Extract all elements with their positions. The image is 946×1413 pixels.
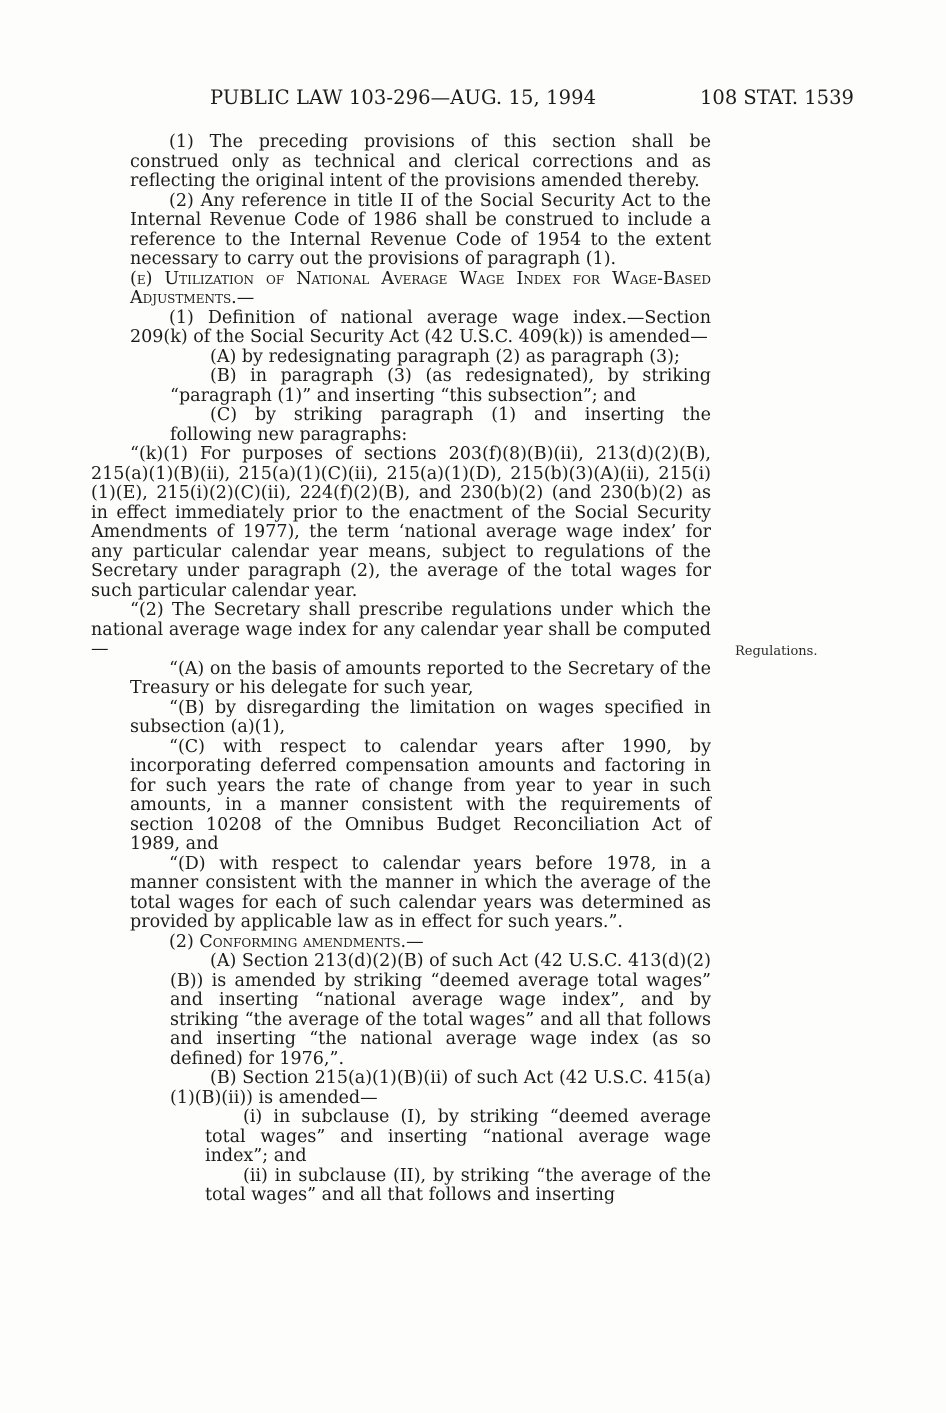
statute-page-number: 108 STAT. 1539 <box>700 86 854 109</box>
paragraph-e1: (1) Definition of national average wage index.—Section 209(k) of the Social Security Act (42 U.S.C. 409(k)) is amended— <box>130 307 711 347</box>
amendment-b: (B) Section 215(a)(1)(B)(ii) of such Act (42 U.S.C. 415(a)(1)(B)(ii)) is amended— <box>170 1068 711 1108</box>
running-title: PUBLIC LAW 103-296—AUG. 15, 1994 <box>210 86 597 109</box>
amendment-a: (A) Section 213(d)(2)(B) of such Act (42 U.S.C. 413(d)(2)(B)) is amended by striking “deemed average total wages” and inserting “national average wage index”, and by striking “the average of the total wages” and all that follows and inserting “the national average wage index (as so defined) for 1976,”. <box>170 951 711 1069</box>
quoted-c: “(C) with respect to calendar years after 1990, by incorporating deferred compensation amounts and factoring in for such years the rate of change from year to year in such amounts, in a manner consistent with the requirements of section 10208 of the Omnibus Budget Reconciliation Act of 1989, and <box>130 736 711 854</box>
conforming-amendments-heading: (2) Conforming amendments.— <box>169 931 424 952</box>
quoted-k1: “(k)(1) For purposes of sections 203(f)(8)(B)(ii), 213(d)(2)(B), 215(a)(1)(B)(ii), 215(a)(1)(C)(ii), 215(a)(1)(D), 215(b)(3)(A)(ii), 215(i)(1)(E), 215(i)(2)(C)(ii), 224(f)(2)(B), and 230(b)(2) (and 230(b)(2) as in effect immediately prior to the enactment of the Social Security Amendments of 1977), the term ‘national average wage index’ for any particular calendar year means, subject to regulations of the Secretary under paragraph (2), the average of the total wages for such particular calendar year. <box>91 444 711 601</box>
amendment-b-i: (i) in subclause (I), by striking “deemed average total wages” and inserting “national average wage index”; and <box>205 1107 711 1166</box>
clause-c: (C) by striking paragraph (1) and inserting the following new paragraphs: <box>170 405 711 445</box>
quoted-a: “(A) on the basis of amounts reported to the Secretary of the Treasury or his delegate for such year, <box>130 658 711 698</box>
quoted-d: “(D) with respect to calendar years before 1978, in a manner consistent with the manner in which the average of the total wages for each of such calendar years was determined as provided by applicable law as in effect for such years.”. <box>130 853 711 932</box>
body-text <box>91 133 711 1206</box>
quoted-b: “(B) by disregarding the limitation on wages specified in subsection (a)(1), <box>130 697 711 737</box>
margin-note-regulations: Regulations. <box>735 644 818 659</box>
clause-a: (A) by redesignating paragraph (2) as paragraph (3); <box>210 346 680 367</box>
page-header <box>0 86 946 116</box>
subsection-e-heading: (e) Utilization of National Average Wage Index for Wage-Based Adjustments.— <box>130 268 711 308</box>
amendment-b-ii: (ii) in subclause (II), by striking “the average of the total wages” and all that follows and inserting <box>205 1165 711 1205</box>
paragraph-1: (1) The preceding provisions of this section shall be construed only as technical and clerical corrections and as reflecting the original intent of the provisions amended thereby. <box>130 132 711 191</box>
quoted-2: “(2) The Secretary shall prescribe regulations under which the national average wage index for any calendar year shall be computed— <box>91 600 711 659</box>
clause-b: (B) in paragraph (3) (as redesignated), by striking “paragraph (1)” and inserting “this subsection”; and <box>170 366 711 406</box>
paragraph-2: (2) Any reference in title II of the Social Security Act to the Internal Revenue Code of 1986 shall be construed to include a reference to the Internal Revenue Code of 1954 to the extent necessary to carry out the provisions of paragraph (1). <box>130 190 711 269</box>
